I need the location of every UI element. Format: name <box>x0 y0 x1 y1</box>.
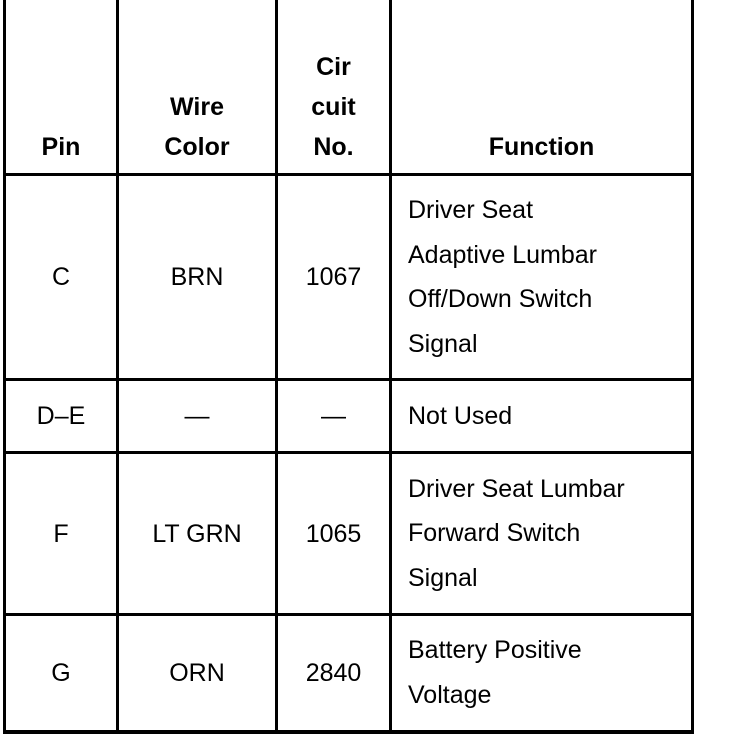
function-line: Forward Switch <box>408 519 581 548</box>
circuit-cell: — <box>277 380 391 453</box>
header-circuit-line: No. <box>313 133 354 161</box>
function-line: Voltage <box>408 680 492 709</box>
header-circuit-no <box>277 0 391 175</box>
table-row <box>5 380 693 453</box>
header-pin-line: Pin <box>41 133 81 161</box>
pin-cell: F <box>5 453 118 615</box>
function-cell <box>391 175 693 380</box>
connector-pinout-table <box>3 0 694 734</box>
table-header-row <box>5 0 693 175</box>
wire-color-cell: — <box>118 380 277 453</box>
header-function <box>391 0 693 175</box>
pin-cell: C <box>5 175 118 380</box>
table-row <box>5 453 693 615</box>
header-wire-color <box>118 0 277 175</box>
function-line: Signal <box>408 329 478 358</box>
function-line: Adaptive Lumbar <box>408 240 598 269</box>
header-function-line: Function <box>488 133 595 161</box>
function-cell <box>391 615 693 732</box>
header-circuit-line: cuit <box>311 93 356 121</box>
function-cell <box>391 380 693 453</box>
function-line: Not Used <box>408 402 513 430</box>
header-wire-color-line: Color <box>164 133 230 161</box>
function-line: Driver Seat <box>408 196 534 224</box>
wire-color-cell: BRN <box>118 175 277 380</box>
pin-cell: D–E <box>5 380 118 453</box>
header-circuit-line: Cir <box>316 53 351 81</box>
function-line: Signal <box>408 563 478 592</box>
wire-color-cell: ORN <box>118 615 277 732</box>
function-line: Battery Positive <box>408 636 582 665</box>
header-wire-color-line: Wire <box>170 93 224 121</box>
function-line: Off/Down Switch <box>408 285 593 313</box>
table-row <box>5 615 693 732</box>
header-pin <box>5 0 118 175</box>
circuit-cell: 1067 <box>277 175 391 380</box>
table-row <box>5 175 693 380</box>
circuit-cell: 2840 <box>277 615 391 732</box>
pin-cell: G <box>5 615 118 732</box>
function-cell <box>391 453 693 615</box>
wire-color-cell: LT GRN <box>118 453 277 615</box>
function-line: Driver Seat Lumbar <box>408 474 625 503</box>
circuit-cell: 1065 <box>277 453 391 615</box>
